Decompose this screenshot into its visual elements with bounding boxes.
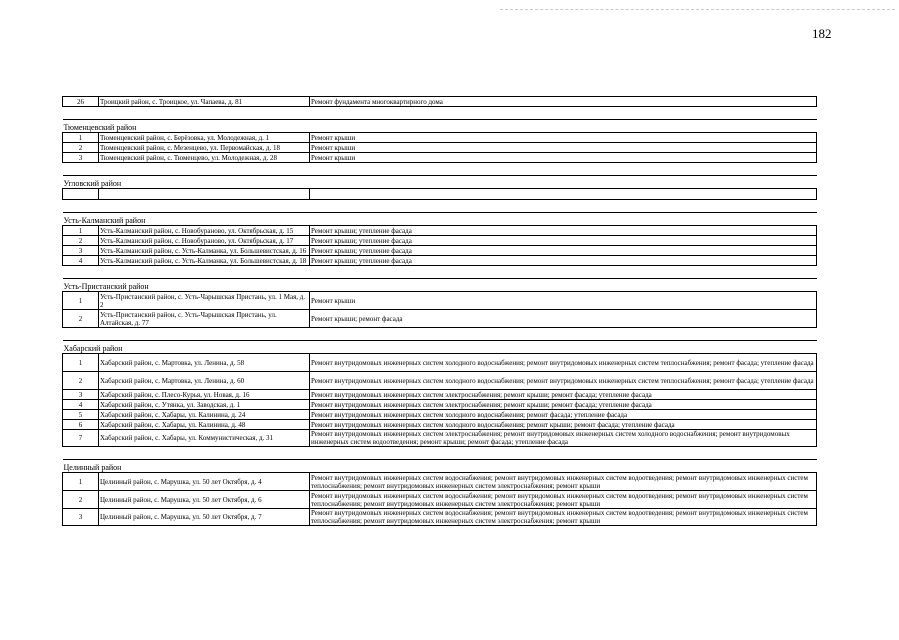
row-work: Ремонт крыши; утепление фасада [310, 236, 817, 246]
table-row [63, 509, 817, 526]
district-heading-row [63, 341, 817, 354]
table-row [63, 372, 817, 390]
row-number: 2 [63, 310, 99, 328]
row-work: Ремонт внутридомовых инженерных систем водоснабжения; ремонт внутридомовых инженерных систем водоотведения; ремонт внутридомовых инженерных систем теплоснабжения; ремонт внутридомовых инженерных систем электроснабжения; ремонт крыши [310, 473, 817, 491]
row-address: Хабарский район, с. Утянка, ул. Заводская, д. 1 [99, 400, 310, 410]
row-address: Усть-Пристанский район, с. Усть-Чарышская Пристань, ул. 1 Мая, д. 2 [99, 292, 310, 310]
table-row [63, 153, 817, 163]
row-work: Ремонт крыши [310, 153, 817, 163]
row-number: 26 [63, 97, 99, 107]
row-address [99, 189, 310, 200]
row-work: Ремонт крыши; утепление фасада [310, 226, 817, 236]
row-number: 4 [63, 256, 99, 266]
row-address: Усть-Калманский район, с. Усть-Калманка, ул. Большевистская, д. 18 [99, 256, 310, 266]
row-work: Ремонт внутридомовых инженерных систем водоснабжения; ремонт внутридомовых инженерных систем водоотведения; ремонт внутридомовых инженерных систем теплоснабжения; ремонт внутридомовых инженерных систем электроснабжения; ремонт крыши [310, 509, 817, 526]
district-heading-row [63, 176, 817, 189]
row-number: 2 [63, 491, 99, 509]
district-heading-row [63, 460, 817, 473]
row-work: Ремонт крыши; утепление фасада [310, 256, 817, 266]
row-number: 5 [63, 410, 99, 420]
row-address: Хабарский район, с. Хабары, ул. Калинина, д. 24 [99, 410, 310, 420]
row-address: Усть-Калманский район, с. Новобураново, ул. Октябрьская, д. 15 [99, 226, 310, 236]
spacer-cell [63, 447, 817, 460]
table-row [63, 246, 817, 256]
row-work: Ремонт крыши [310, 292, 817, 310]
district-heading-row [63, 279, 817, 292]
row-address: Тюменцевский район, с. Мезенцево, ул. Первомайская, д. 18 [99, 143, 310, 153]
row-address: Троицкий район, с. Троицкое, ул. Чапаева, д. 81 [99, 97, 310, 107]
repair-schedule-table [62, 96, 817, 526]
table-row [63, 410, 817, 420]
table-row [63, 354, 817, 372]
section-spacer [63, 266, 817, 279]
row-address: Хабарский район, с. Хабары, ул. Коммунистическая, д. 31 [99, 430, 310, 447]
table-row [63, 97, 817, 107]
row-work: Ремонт внутридомовых инженерных систем электроснабжения; ремонт крыши; ремонт фасада; утепление фасада [310, 390, 817, 400]
row-address: Тюменцевский район, с. Тюменцево, ул. Молодежная, д. 28 [99, 153, 310, 163]
row-work: Ремонт внутридомовых инженерных систем холодного водоснабжения; ремонт внутридомовых инженерных систем теплоснабжения; ремонт фасада; утепление фасада [310, 354, 817, 372]
section-spacer [63, 328, 817, 341]
spacer-cell [63, 107, 817, 120]
scan-edge-line [500, 9, 895, 10]
row-address: Целинный район, с. Марушка, ул. 50 лет Октября, д. 6 [99, 491, 310, 509]
row-work: Ремонт внутридомовых инженерных систем холодного водоснабжения; ремонт крыши; ремонт фасада; утепление фасада [310, 420, 817, 430]
district-heading-row [63, 213, 817, 226]
row-address: Усть-Калманский район, с. Новобураново, ул. Октябрьская, д. 17 [99, 236, 310, 246]
table-row [63, 143, 817, 153]
table-row [63, 292, 817, 310]
table-row [63, 189, 817, 200]
table-row [63, 133, 817, 143]
row-number: 4 [63, 400, 99, 410]
row-work: Ремонт внутридомовых инженерных систем электроснабжения; ремонт крыши; ремонт фасада; утепление фасада [310, 400, 817, 410]
district-heading: Хабарский район [63, 341, 817, 354]
row-address: Целинный район, с. Марушка, ул. 50 лет Октября, д. 4 [99, 473, 310, 491]
table-row [63, 390, 817, 400]
row-address: Тюменцевский район, с. Берёзовка, ул. Молодежная, д. 1 [99, 133, 310, 143]
row-work [310, 189, 817, 200]
row-work: Ремонт внутридомовых инженерных систем холодного водоснабжения; ремонт фасада; утепление фасада [310, 410, 817, 420]
row-address: Хабарский район, с. Хабары, ул. Калинина, д. 48 [99, 420, 310, 430]
section-spacer [63, 200, 817, 213]
row-number: 1 [63, 354, 99, 372]
document-body [62, 96, 816, 526]
row-number: 1 [63, 133, 99, 143]
row-number: 2 [63, 236, 99, 246]
district-heading: Целинный район [63, 460, 817, 473]
row-number: 1 [63, 226, 99, 236]
district-heading: Усть-Пристанский район [63, 279, 817, 292]
table-row [63, 491, 817, 509]
row-address: Хабарский район, с. Мартовка, ул. Ленина, д. 58 [99, 354, 310, 372]
page-number: 182 [812, 26, 832, 41]
row-number [63, 189, 99, 200]
section-spacer [63, 447, 817, 460]
table-row [63, 420, 817, 430]
row-number: 3 [63, 246, 99, 256]
row-number: 6 [63, 420, 99, 430]
district-heading-row [63, 120, 817, 133]
table-row [63, 310, 817, 328]
row-work: Ремонт внутридомовых инженерных систем водоснабжения; ремонт внутридомовых инженерных систем водоотведения; ремонт внутридомовых инженерных систем теплоснабжения; ремонт внутридомовых инженерных систем электроснабжения; ремонт крыши [310, 491, 817, 509]
table-row [63, 400, 817, 410]
table-row [63, 226, 817, 236]
row-work: Ремонт крыши [310, 143, 817, 153]
district-heading: Угловский район [63, 176, 817, 189]
row-work: Ремонт крыши; утепление фасада [310, 246, 817, 256]
table-row [63, 256, 817, 266]
row-number: 2 [63, 143, 99, 153]
table-row [63, 236, 817, 246]
row-number: 7 [63, 430, 99, 447]
district-heading: Тюменцевский район [63, 120, 817, 133]
row-address: Усть-Пристанский район, с. Усть-Чарышская Пристань, ул. Алтайская, д. 77 [99, 310, 310, 328]
row-address: Усть-Калманский район, с. Усть-Калманка, ул. Большевистская, д. 16 [99, 246, 310, 256]
table-row [63, 473, 817, 491]
row-work: Ремонт внутридомовых инженерных систем электроснабжения; ремонт внутридомовых инженерных систем холодного водоснабжения; ремонт внутридомовых инженерных систем водоотведения; ремонт крыши; ремонт фасада; утепление фасада [310, 430, 817, 447]
row-number: 3 [63, 390, 99, 400]
spacer-cell [63, 328, 817, 341]
row-address: Хабарский район, с. Плесо-Курья, ул. Новая, д. 16 [99, 390, 310, 400]
row-work: Ремонт фундамента многоквартирного дома [310, 97, 817, 107]
spacer-cell [63, 266, 817, 279]
row-address: Хабарский район, с. Мартовка, ул. Ленина, д. 60 [99, 372, 310, 390]
row-work: Ремонт крыши [310, 133, 817, 143]
spacer-cell [63, 200, 817, 213]
district-heading: Усть-Калманский район [63, 213, 817, 226]
row-number: 1 [63, 292, 99, 310]
row-number: 3 [63, 153, 99, 163]
row-number: 2 [63, 372, 99, 390]
section-spacer [63, 163, 817, 176]
row-number: 1 [63, 473, 99, 491]
row-work: Ремонт крыши; ремонт фасада [310, 310, 817, 328]
row-number: 3 [63, 509, 99, 526]
table-row [63, 430, 817, 447]
spacer-cell [63, 163, 817, 176]
section-spacer [63, 107, 817, 120]
row-work: Ремонт внутридомовых инженерных систем холодного водоснабжения; ремонт внутридомовых инженерных систем теплоснабжения; ремонт фасада; утепление фасада [310, 372, 817, 390]
row-address: Целинный район, с. Марушка, ул. 50 лет Октября, д. 7 [99, 509, 310, 526]
